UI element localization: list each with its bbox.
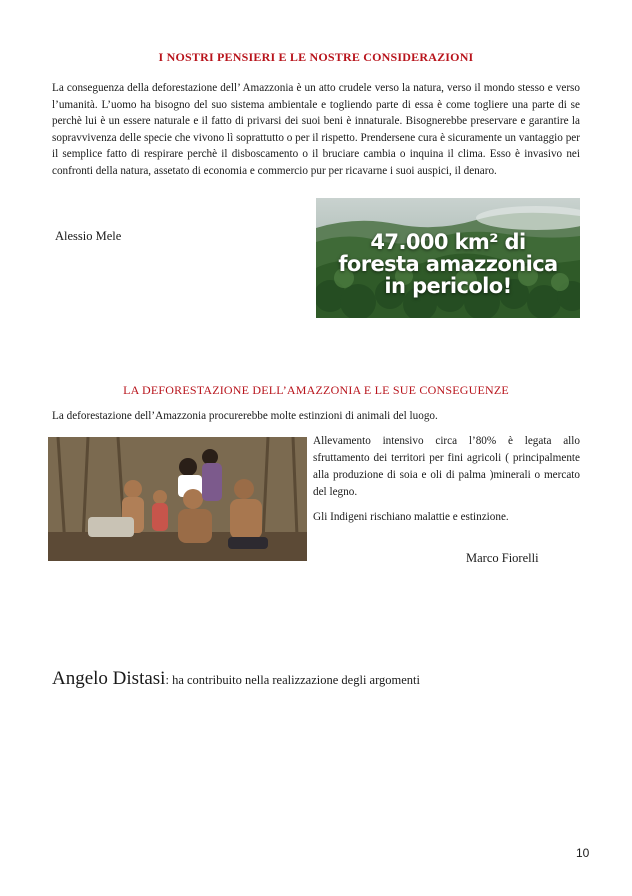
deforestation-paragraph: Allevamento intensivo circa l’80% è legata allo sfruttamento dei territori per fini agricoli ( principalmente alla produzione di soia e oli di palma )minerali o mercato del legno. [313,435,580,498]
forest-banner-image [316,198,580,318]
thoughts-paragraph: La conseguenza della deforestazione dell’ Amazzonia è un atto crudele verso la natura, verso il mondo stesso e verso l’umanità. L’uomo ha bisogno del suo sistema ambientale e togliendo parte di essa è come togliere una parte di se perchè lui è un essere naturale e il fatto di privarsi dei suoi beni è innaturale. Bisognerebbe preservare e garantire la sopravvivenza delle specie che vivono lì soprattutto o per il rispetto. Prendersene cura è sicuramente un vantaggio per il semplice fatto di respirare perchè il disboscamento o il bruciare cambia o inquina il clima. Esso è invasivo nei confronti della natura, assetato di economia e commercio pur per ricavarne i suoi auspici, il denaro. [52,82,580,177]
indigenous-people-illustration [48,437,307,561]
banner-caption [316,231,580,297]
page-number: 10 [576,846,590,860]
contributor-name: Angelo Distasi [52,668,166,689]
contributor-credit [52,668,420,690]
deforestation-intro: La deforestazione dell’Amazzonia procurerebbe molte estinzioni di animali del luogo. [52,410,438,422]
banner-line-2: foresta amazzonica [338,252,558,276]
author-alessio: Alessio Mele [55,229,122,243]
banner-line-3: in pericolo! [384,274,512,298]
indigenous-people-photo [48,437,307,561]
indigenous-note: Gli Indigeni rischiano malattie e estinzione. [313,511,509,523]
author-marco: Marco Fiorelli [466,551,539,565]
contributor-text: : ha contribuito nella realizzazione degli argomenti [165,673,420,687]
section-title-thoughts: I NOSTRI PENSIERI E LE NOSTRE CONSIDERAZIONI [158,50,474,64]
section-title-deforestation: LA DEFORESTAZIONE DELL’AMAZZONIA E LE SUE CONSEGUENZE [123,383,509,397]
banner-line-1: 47.000 km² di [370,230,526,254]
